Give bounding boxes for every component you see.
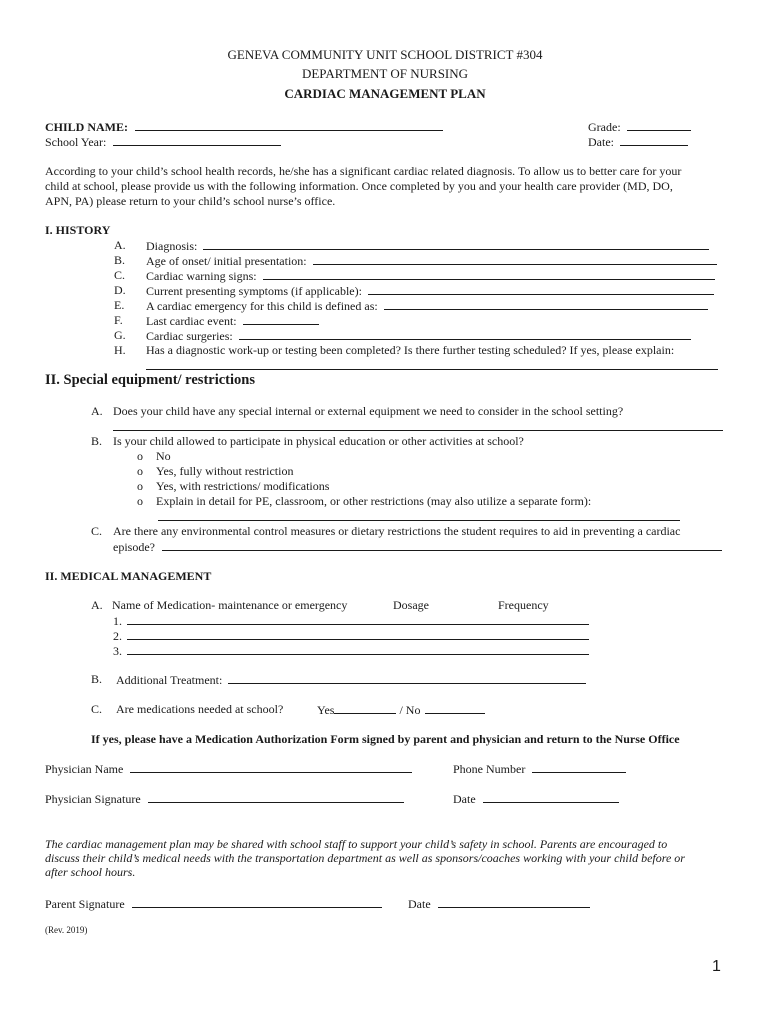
additional-treatment-field[interactable] <box>228 672 586 684</box>
option-yes-restrictions[interactable] <box>137 479 329 494</box>
history-letter-h: H. <box>114 343 126 357</box>
episode-label: episode? <box>113 540 155 554</box>
option-yes-full[interactable] <box>137 464 293 479</box>
history-item-last-event <box>146 313 319 329</box>
parent-signature-label: Parent Signature <box>45 897 125 911</box>
special-letter-b: B. <box>91 434 103 448</box>
option-label: Yes, with restrictions/ modifications <box>156 479 330 493</box>
medication-row <box>113 628 589 644</box>
warning-signs-field[interactable] <box>263 268 715 280</box>
authorization-note: If yes, please have a Medication Authorization Form signed by parent and physician and return to the Nurse Office <box>91 732 680 746</box>
additional-treatment-label: Additional Treatment: <box>116 673 223 687</box>
last-event-field[interactable] <box>243 313 319 325</box>
physician-name-row <box>45 761 412 777</box>
intro-line-1: According to your child’s school health records, he/she has a significant cardiac related diagnosis. To allow us to better care for your <box>45 164 682 178</box>
option-label: Yes, fully without restriction <box>156 464 294 478</box>
history-letter-f: F. <box>114 313 123 327</box>
special-letter-c: C. <box>91 524 103 538</box>
parent-date-row <box>408 896 590 912</box>
dosage-header: Dosage <box>393 598 429 612</box>
history-letter-g: G. <box>114 328 126 342</box>
school-year-field[interactable] <box>113 134 281 146</box>
district-name: GENEVA COMMUNITY UNIT SCHOOL DISTRICT #304 <box>227 47 543 62</box>
option-bullet: o <box>137 449 143 463</box>
history-item-surgeries <box>146 328 691 344</box>
symptoms-field[interactable] <box>368 283 714 295</box>
history-item-label: A cardiac emergency for this child is defined as: <box>146 299 378 313</box>
yes-no-row <box>317 702 485 718</box>
restrictions-field[interactable] <box>158 509 680 521</box>
history-item-warning-signs <box>146 268 715 284</box>
date-row <box>588 134 688 150</box>
date-field[interactable] <box>620 134 688 146</box>
history-item-label: Last cardiac event: <box>146 314 237 328</box>
medical-letter-c: C. <box>91 702 103 716</box>
emergency-field[interactable] <box>384 298 708 310</box>
medication-row-number: 2. <box>113 629 122 643</box>
phone-number-row <box>453 761 626 777</box>
option-label: Explain in detail for PE, classroom, or other restrictions (may also utilize a separate form): <box>156 494 592 508</box>
history-item-symptoms <box>146 283 714 299</box>
physician-name-label: Physician Name <box>45 762 124 776</box>
school-year-row <box>45 134 281 150</box>
physician-name-field[interactable] <box>130 761 412 773</box>
parent-signature-field[interactable] <box>132 896 382 908</box>
medication-row-field[interactable] <box>127 643 589 655</box>
sharing-note-line-1: The cardiac management plan may be shared with school staff to support your child’s safety in school. Parents are encouraged to <box>45 837 668 851</box>
medical-letter-b: B. <box>91 672 103 686</box>
medical-letter-a: A. <box>91 598 103 612</box>
medication-row-field[interactable] <box>127 613 589 625</box>
history-letter-b: B. <box>114 253 126 267</box>
option-no[interactable] <box>137 449 171 464</box>
physician-signature-label: Physician Signature <box>45 792 141 806</box>
physician-date-row <box>453 791 619 807</box>
physician-signature-row <box>45 791 404 807</box>
no-label: / No <box>399 703 421 717</box>
grade-field[interactable] <box>627 119 691 131</box>
grade-row <box>588 119 691 135</box>
medications-at-school-question: Are medications needed at school? <box>116 702 284 716</box>
parent-signature-row <box>45 896 382 912</box>
phone-number-field[interactable] <box>532 761 626 773</box>
sharing-note-line-3: after school hours. <box>45 865 136 879</box>
medication-name-header: Name of Medication- maintenance or emergency <box>112 598 348 612</box>
physician-date-field[interactable] <box>483 791 619 803</box>
grade-label: Grade: <box>588 120 621 134</box>
medication-row <box>113 643 589 659</box>
option-label: No <box>156 449 171 463</box>
environmental-field[interactable] <box>162 539 722 551</box>
medication-row <box>113 613 589 629</box>
option-bullet: o <box>137 464 143 478</box>
history-item-label: Age of onset/ initial presentation: <box>146 254 307 268</box>
medication-row-number: 3. <box>113 644 122 658</box>
history-letter-c: C. <box>114 268 126 282</box>
intro-line-3: APN, PA) please return to your child’s school nurse’s office. <box>45 194 336 208</box>
history-item-onset <box>146 253 717 269</box>
history-heading: I. HISTORY <box>45 223 111 237</box>
history-letter-d: D. <box>114 283 126 297</box>
yes-field[interactable] <box>334 702 396 714</box>
page-number: 1 <box>712 958 721 975</box>
history-item-label: Diagnosis: <box>146 239 198 253</box>
medical-heading: II. MEDICAL MANAGEMENT <box>45 569 212 583</box>
special-question-c-cont <box>113 539 722 555</box>
date-label: Date: <box>588 135 614 149</box>
school-year-label: School Year: <box>45 135 107 149</box>
special-letter-a: A. <box>91 404 103 418</box>
option-bullet: o <box>137 494 143 508</box>
parent-date-field[interactable] <box>438 896 590 908</box>
no-field[interactable] <box>425 702 485 714</box>
option-explain[interactable] <box>137 494 591 509</box>
frequency-header: Frequency <box>498 598 549 612</box>
diagnosis-field[interactable] <box>203 238 709 250</box>
equipment-field[interactable] <box>113 419 723 431</box>
history-item-diagnosis <box>146 238 709 254</box>
intro-line-2: child at school, please provide us with the following information. Once completed by you and your health care provider (MD, DO, <box>45 179 673 193</box>
medication-row-number: 1. <box>113 614 122 628</box>
history-item-workup: Has a diagnostic work-up or testing been completed? Is there further testing scheduled? If yes, please explain: <box>146 343 675 357</box>
parent-date-label: Date <box>408 897 431 911</box>
option-bullet: o <box>137 479 143 493</box>
special-question-b: Is your child allowed to participate in physical education or other activities at school? <box>113 434 524 448</box>
special-question-c: Are there any environmental control measures or dietary restrictions the student requires to aid in preventing a cardiac <box>113 524 681 538</box>
history-item-emergency <box>146 298 708 314</box>
child-name-row <box>45 119 443 135</box>
additional-treatment-row <box>116 672 586 688</box>
yes-label: Yes <box>317 703 335 717</box>
physician-date-label: Date <box>453 792 476 806</box>
workup-field[interactable] <box>146 358 718 370</box>
history-item-label: Current presenting symptoms (if applicable): <box>146 284 362 298</box>
physician-signature-field[interactable] <box>148 791 404 803</box>
history-item-label: Cardiac surgeries: <box>146 329 233 343</box>
phone-number-label: Phone Number <box>453 762 526 776</box>
surgeries-field[interactable] <box>239 328 691 340</box>
history-item-label: Cardiac warning signs: <box>146 269 257 283</box>
history-letter-e: E. <box>114 298 125 312</box>
medication-row-field[interactable] <box>127 628 589 640</box>
child-name-field[interactable] <box>135 119 443 131</box>
sharing-note-line-2: discuss their child’s medical needs with the transportation department as well as sponsors/coaches working with your child before or <box>45 851 685 865</box>
department-name: DEPARTMENT OF NURSING <box>301 66 469 81</box>
history-letter-a: A. <box>114 238 126 252</box>
child-name-label: CHILD NAME: <box>45 120 128 134</box>
special-question-a: Does your child have any special internal or external equipment we need to consider in the school setting? <box>113 404 624 418</box>
special-heading: II. Special equipment/ restrictions <box>45 372 255 388</box>
onset-field[interactable] <box>313 253 717 265</box>
revision-date: (Rev. 2019) <box>45 925 88 935</box>
page-title: CARDIAC MANAGEMENT PLAN <box>284 86 486 101</box>
